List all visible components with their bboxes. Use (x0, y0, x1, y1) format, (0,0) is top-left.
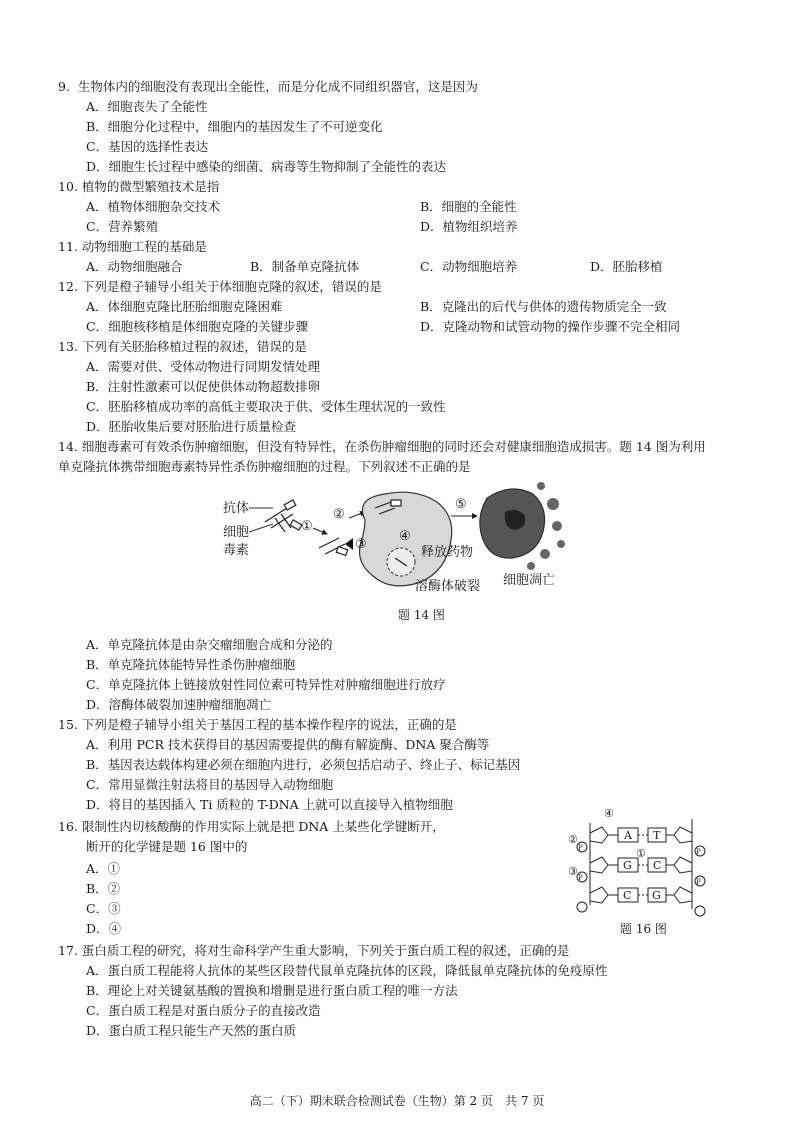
question-15-option-c: C．常用显微注射法将目的基因导入动物细胞 (86, 777, 334, 792)
figure-16-caption: 题 16 图 (620, 922, 667, 936)
question-9-option-a: A．细胞丧失了全能性 (86, 99, 208, 114)
question-14-stem: 14. 细胞毒素可有效杀伤肿瘤细胞，但没有特异性，在杀伤肿瘤细胞的同时还会对健康细胞造成损害。题 14 图为利用 (58, 439, 706, 454)
question-13-option-a: A．需要对供、受体动物进行同期发情处理 (86, 359, 321, 374)
fig16-base-g1: G (623, 859, 632, 872)
question-12-option-d: D．克隆动物和试管动物的操作步骤不完全相同 (420, 319, 681, 334)
fig16-base-c2: C (623, 889, 632, 902)
question-10-option-b: B．细胞的全能性 (420, 199, 517, 214)
figure-14-caption: 题 14 图 (398, 608, 445, 622)
question-9-stem: 9. 生物体内的细胞没有表现出全能性，而是分化成不同组织器官，这是因为 (58, 79, 478, 94)
question-10-option-a: A．植物体细胞杂交技术 (86, 199, 221, 214)
question-17-option-b: B．理论上对关键氨基酸的置换和增删是进行蛋白质工程的唯一方法 (86, 983, 458, 998)
question-14-option-d: D．溶酶体破裂加速肿瘤细胞凋亡 (86, 697, 272, 712)
question-11-option-b: B．制备单克隆抗体 (250, 259, 360, 274)
question-14-stem-continued: 单克隆抗体携带细胞毒素特异性杀伤肿瘤细胞的过程。下列叙述不正确的是 (58, 459, 471, 474)
question-15-stem: 15. 下列是橙子辅导小组关于基因工程的基本操作程序的说法，正确的是 (58, 717, 457, 732)
question-11-stem: 11. 动物细胞工程的基础是 (58, 239, 207, 254)
question-16-option-d: D．④ (86, 921, 122, 936)
question-13-stem: 13. 下列有关胚胎移植过程的叙述，错误的是 (58, 339, 307, 354)
fig14-label-lysosome: 溶酶体破裂 (415, 579, 481, 594)
question-16-option-c: C．③ (86, 901, 121, 916)
question-12-option-b: B．克隆出的后代与供体的遗传物质完全一致 (420, 299, 667, 314)
fig14-step-4: ④ (399, 529, 411, 544)
fig16-base-t: T (653, 829, 661, 842)
fig16-mark-2: ② (568, 833, 578, 846)
fig16-phosphate-4: P (696, 878, 701, 886)
question-16-stem-continued: 断开的化学键是题 16 图中的 (86, 839, 248, 854)
fig14-step-2: ② (333, 507, 345, 522)
fig14-label-toxin-2: 毒素 (223, 543, 250, 558)
question-12-option-c: C．细胞核移植是体细胞克隆的关键步骤 (86, 319, 309, 334)
fig14-step-5: ⑤ (455, 497, 467, 512)
fig16-base-c1: C (653, 859, 662, 872)
fig14-label-apoptosis: 细胞凋亡 (503, 573, 556, 588)
question-11-option-a: A．动物细胞融合 (86, 259, 183, 274)
question-10-option-c: C．营养繁殖 (86, 219, 159, 234)
fig16-mark-3: ③ (568, 865, 578, 878)
question-14-option-c: C．单克隆抗体上链接放射性同位素可特异性对肿瘤细胞进行放疗 (86, 677, 446, 692)
fig14-step-1: ① (301, 519, 313, 534)
fig14-label-toxin-1: 细胞 (223, 525, 250, 540)
figure-16-dna-diagram (562, 805, 722, 917)
question-9-option-d: D．细胞生长过程中感染的细菌、病毒等生物抑制了全能性的表达 (86, 159, 447, 174)
question-17-option-a: A．蛋白质工程能将人抗体的某些区段替代鼠单克隆抗体的区段，降低鼠单克隆抗体的免疫原性 (86, 963, 608, 978)
page-footer: 高二（下）期末联合检测试卷（生物）第 2 页 共 7 页 (249, 1094, 545, 1108)
fig14-step-3: ③ (355, 537, 367, 552)
question-11-option-d: D．胚胎移植 (590, 259, 663, 274)
question-12-option-a: A．体细胞克隆比胚胎细胞克隆困难 (86, 299, 283, 314)
question-14-option-a: A．单克隆抗体是由杂交瘤细胞合成和分泌的 (86, 637, 333, 652)
question-17-option-d: D．蛋白质工程只能生产天然的蛋白质 (86, 1023, 297, 1038)
fig16-phosphate-2: P (578, 874, 583, 882)
question-10-stem: 10. 植物的微型繁殖技术是指 (58, 179, 220, 194)
question-13-option-d: D．胚胎收集后要对胚胎进行质量检查 (86, 419, 297, 434)
question-15-option-b: B．基因表达载体构建必须在细胞内进行，必须包括启动子、终止子、标记基因 (86, 757, 521, 772)
fig16-phosphate-3: P (696, 848, 701, 856)
question-9-option-c: C．基因的选择性表达 (86, 139, 209, 154)
question-12-stem: 12. 下列是橙子辅导小组关于体细胞克隆的叙述，错误的是 (58, 279, 382, 294)
question-9-option-b: B．细胞分化过程中，细胞内的基因发生了不可逆变化 (86, 119, 383, 134)
question-11-option-c: C．动物细胞培养 (420, 259, 518, 274)
fig14-label-release: 释放药物 (421, 545, 474, 560)
fig16-mark-1: ① (636, 847, 646, 860)
question-16-option-b: B．② (86, 881, 121, 896)
question-16-stem: 16. 限制性内切核酸酶的作用实际上就是把 DNA 上某些化学键断开， (58, 819, 445, 834)
question-13-option-c: C．胚胎移植成功率的高低主要取决于供、受体生理状况的一致性 (86, 399, 446, 414)
question-14-option-b: B．单克隆抗体能特异性杀伤肿瘤细胞 (86, 657, 296, 672)
fig16-mark-4: ④ (604, 807, 614, 820)
question-16-option-a: A．① (86, 861, 121, 876)
question-17-stem: 17. 蛋白质工程的研究，将对生命科学产生重大影响，下列关于蛋白质工程的叙述，正确的是 (58, 943, 570, 958)
figure-14-diagram (215, 478, 575, 603)
question-15-option-d: D．将目的基因插入 Ti 质粒的 T-DNA 上就可以直接导入植物细胞 (86, 797, 453, 812)
question-17-option-c: C．蛋白质工程是对蛋白质分子的直接改造 (86, 1003, 321, 1018)
question-10-option-d: D．植物组织培养 (420, 219, 518, 234)
antibody-toxin-conjugate-icon (265, 500, 302, 532)
fig14-label-antibody: 抗体 (223, 501, 250, 516)
fig16-base-g2: G (652, 889, 661, 902)
fig16-phosphate-1: P (578, 844, 583, 852)
question-13-option-b: B．注射性激素可以促使供体动物超数排卵 (86, 379, 321, 394)
question-15-option-a: A．利用 PCR 技术获得目的基因需要提供的酶有解旋酶、DNA 聚合酶等 (86, 737, 490, 752)
fig16-base-a: A (624, 829, 632, 842)
